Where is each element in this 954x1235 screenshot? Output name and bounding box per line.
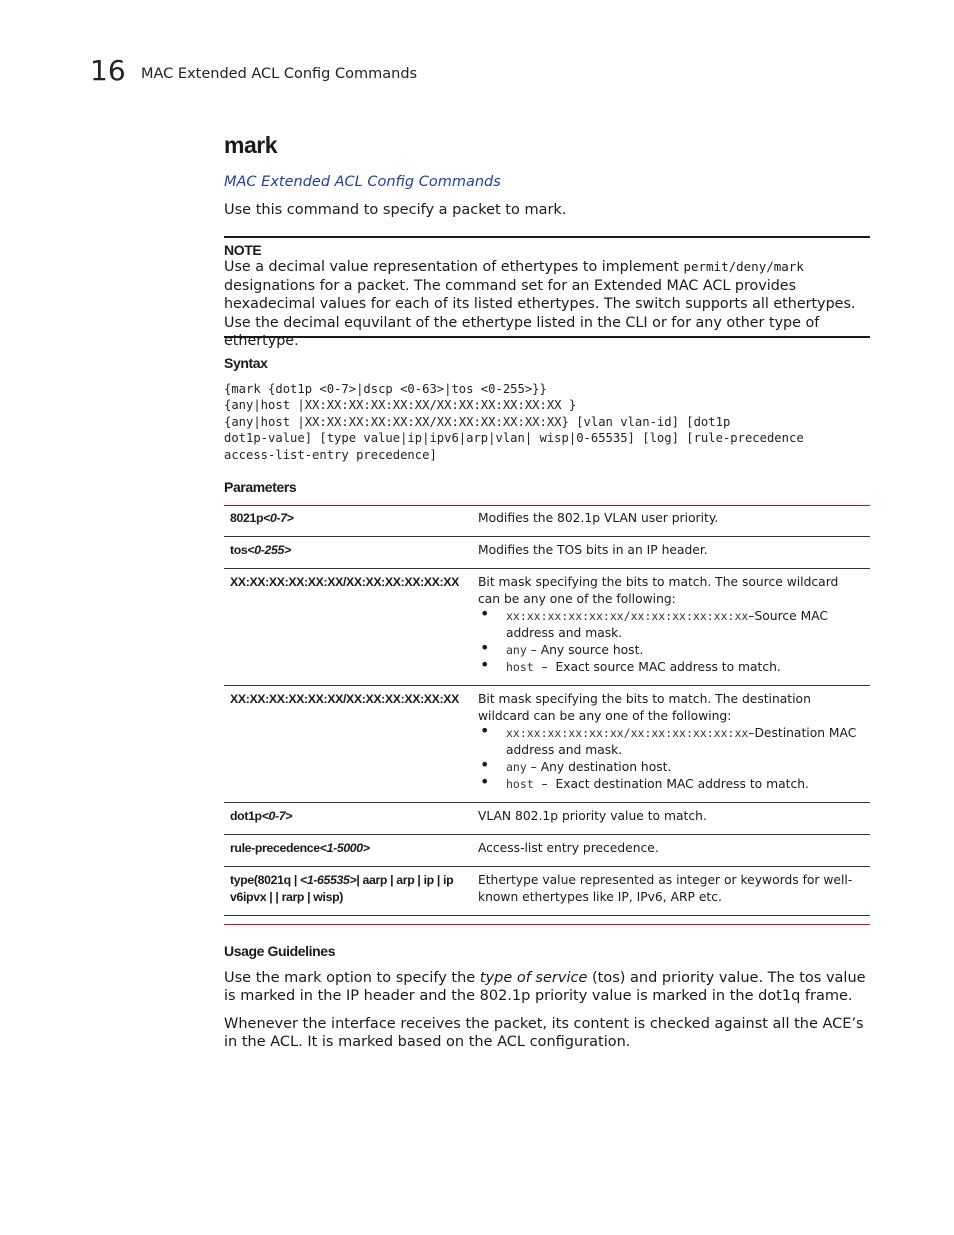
bullet-list — [478, 725, 864, 793]
bullet-list — [478, 608, 864, 676]
note-box — [224, 236, 870, 349]
chapter-xref-link[interactable]: MAC Extended ACL Config Commands — [224, 174, 501, 190]
note-text: Use a decimal value representation of ethertypes to implement permit/deny/mark designations for a packet. The command set for an Extended MAC ACL provides hexadecimal values for each of its listed ethertypes. The switch supports all ethertypes. Use the decimal equvilant of the ethertype listed in the CLI or for any other type of ethertype. — [224, 259, 856, 349]
page-title: mark — [224, 132, 277, 158]
param-desc: Access-list entry precedence. — [465, 835, 870, 867]
chapter-title: MAC Extended ACL Config Commands — [141, 66, 418, 82]
param-desc: Bit mask specifying the bits to match. The destination wildcard can be any one of the following: • xx:xx:xx:xx:xx:xx/xx:xx:xx:xx:xx:xx–Destination MAC address and mask. • any – Any destination host. • host – Exact destination MAC address to match. — [465, 686, 870, 803]
parameters-table — [224, 505, 870, 916]
section-divider — [224, 924, 870, 925]
param-desc: Ethertype value represented as integer or keywords for well-known ethertypes like IP, IPv6, ARP etc. — [465, 867, 870, 916]
table-row — [224, 505, 870, 537]
param-name: rule-precedence<1-5000> — [224, 835, 465, 867]
param-name: 8021p<0-7> — [224, 505, 465, 537]
param-desc: Modifies the 802.1p VLAN user priority. — [465, 505, 870, 537]
param-name: dot1p<0-7> — [224, 803, 465, 835]
param-name: type(8021q | <1-65535>| aarp | arp | ip | ip v6ipvx | | rarp | wisp) — [224, 867, 465, 916]
usage-paragraph-2: Whenever the interface receives the packet, its content is checked against all the ACE’s in the ACL. It is marked based on the ACL configuration. — [224, 1016, 864, 1051]
syntax-heading: Syntax — [224, 355, 268, 371]
param-name: tos<0-255> — [224, 537, 465, 569]
table-row — [224, 867, 870, 916]
note-label: NOTE — [224, 242, 262, 258]
list-item: • xx:xx:xx:xx:xx:xx/xx:xx:xx:xx:xx:xx–Destination MAC address and mask. — [478, 725, 864, 759]
param-desc: Modifies the TOS bits in an IP header. — [465, 537, 870, 569]
chapter-number: 16 — [90, 54, 126, 87]
param-name: XX:XX:XX:XX:XX:XX/XX:XX:XX:XX:XX:XX — [224, 569, 465, 686]
list-item: • host – Exact source MAC address to match. — [478, 659, 864, 676]
list-item: • any – Any destination host. — [478, 759, 864, 776]
table-row — [224, 803, 870, 835]
table-row — [224, 835, 870, 867]
param-desc: VLAN 802.1p priority value to match. — [465, 803, 870, 835]
table-row — [224, 686, 870, 803]
usage-heading: Usage Guidelines — [224, 943, 336, 959]
list-item: • host – Exact destination MAC address to match. — [478, 776, 864, 793]
parameters-heading: Parameters — [224, 479, 297, 495]
param-name: XX:XX:XX:XX:XX:XX/XX:XX:XX:XX:XX:XX — [224, 686, 465, 803]
note-code: permit/deny/mark — [683, 259, 804, 274]
list-item: • any – Any source host. — [478, 642, 864, 659]
list-item: • xx:xx:xx:xx:xx:xx/xx:xx:xx:xx:xx:xx–Source MAC address and mask. — [478, 608, 864, 642]
syntax-block: {mark {dot1p <0-7>|dscp <0-63>|tos <0-255>}} {any|host |XX:XX:XX:XX:XX:XX/XX:XX:XX:XX:XX:XX } {any|host |XX:XX:XX:XX:XX:XX/XX:XX:XX:XX:XX:XX} [vlan vlan-id] [dot1p dot1p-value] [type value|ip|ipv6|arp|vlan| wisp|0-65535] [log] [rule-precedence access-list-entry precedence] — [224, 382, 804, 462]
param-desc: Bit mask specifying the bits to match. The source wildcard can be any one of the following: • xx:xx:xx:xx:xx:xx/xx:xx:xx:xx:xx:xx–Source MAC address and mask. • any – Any source host. • host – Exact source MAC address to match. — [465, 569, 870, 686]
usage-paragraph-1: Use the mark option to specify the type of service (tos) and priority value. The tos value is marked in the IP header and the 802.1p priority value is marked in the dot1q frame. — [224, 970, 866, 1005]
intro-text: Use this command to specify a packet to mark. — [224, 202, 567, 218]
table-row — [224, 537, 870, 569]
table-row — [224, 569, 870, 686]
